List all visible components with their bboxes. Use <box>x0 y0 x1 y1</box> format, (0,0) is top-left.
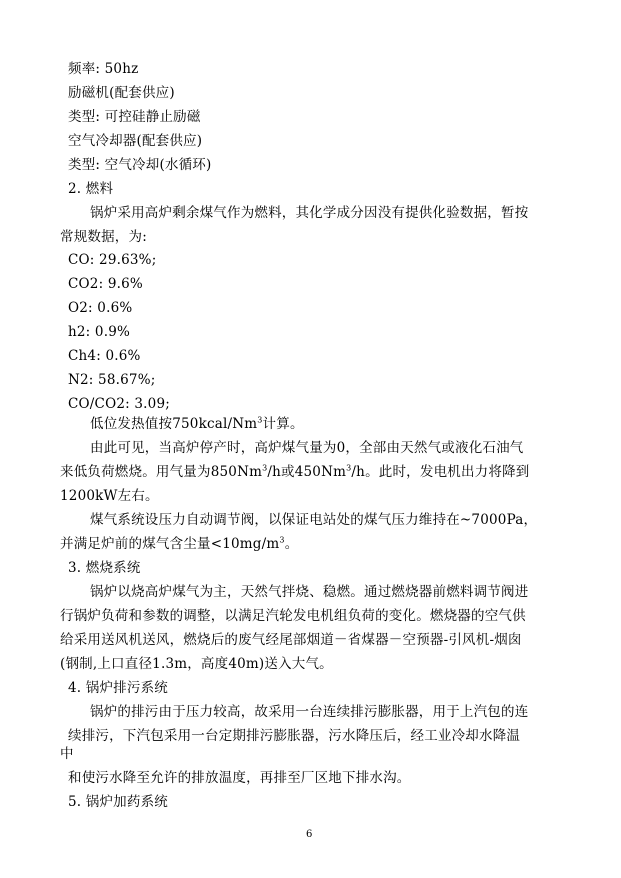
section-heading-dosing: 5. 锅炉加药系统 <box>68 794 168 810</box>
fuel-paragraph-3-line-2 <box>60 535 298 553</box>
blowdown-line-4: 和使污水降至允许的排放温度，再排至厂区地下排水沟。 <box>68 770 411 786</box>
spec-cooler: 空气冷却器(配套供应) <box>68 133 203 149</box>
fuel-p3-l2-b: 。 <box>284 536 299 552</box>
combustion-line-1: 锅炉以烧高炉煤气为主，天然气拌烧、稳燃。通过燃烧器前燃料调节阀进 <box>90 584 529 600</box>
spec-exciter-type: 类型: 可控硅静止励磁 <box>68 109 201 125</box>
spec-cooler-type: 类型: 空气冷却(水循环) <box>68 157 212 173</box>
fuel-paragraph-2-line-3: 1200kW左右。 <box>60 488 159 504</box>
combustion-line-2: 行锅炉负荷和参数的调整，以满足汽轮发电机组负荷的变化。燃烧器的空气供 <box>60 608 526 624</box>
fuel-paragraph-3-line-1: 煤气系统设压力自动调节阀，以保证电站处的煤气压力维持在~7000Pa， <box>90 512 538 528</box>
combustion-line-3: 给采用送风机送风，燃烧后的废气经尾部烟道－省煤器－空预器-引风机-烟囱 <box>60 632 522 648</box>
fuel-p2-l2-sup2: 3 <box>346 463 352 473</box>
blowdown-line-3: 中 <box>60 746 74 762</box>
fuel-p2-l2-sup1: 3 <box>262 463 268 473</box>
fuel-p3-l2-sup: 3 <box>279 535 285 545</box>
fuel-intro-line-1: 锅炉采用高炉剩余煤气作为燃料，其化学成分因没有提供化验数据，暂按 <box>90 205 529 221</box>
fuel-component: h2: 0.9% <box>68 324 131 340</box>
fuel-paragraph-2-line-1: 由此可见，当高炉停产时，高炉煤气量为0，全部由天然气或液化石油气 <box>90 440 524 456</box>
section-heading-fuel: 2. 燃料 <box>68 181 114 197</box>
fuel-component: O2: 0.6% <box>68 300 133 316</box>
fuel-component: CO: 29.63%; <box>68 252 157 268</box>
section-heading-combustion: 3. 燃烧系统 <box>68 560 141 576</box>
fuel-component: CO2: 9.6% <box>68 276 143 292</box>
spec-exciter: 励磁机(配套供应) <box>68 85 175 101</box>
page-number: 6 <box>306 829 313 840</box>
fuel-p3-l2-a: 并满足炉前的煤气含尘量<10mg/m <box>60 536 280 552</box>
fuel-p2-l2-c: /h。此时，发电机出力将降到 <box>351 464 530 480</box>
section-heading-blowdown: 4. 锅炉排污系统 <box>68 680 168 696</box>
fuel-component: Ch4: 0.6% <box>68 348 141 364</box>
fuel-lhv <box>90 415 304 433</box>
blowdown-line-2: 续排污，下汽包采用一台定期排污膨胀器，污水降压后，经工业冷却水降温 <box>68 728 521 744</box>
fuel-paragraph-2-line-2 <box>60 463 529 481</box>
fuel-p2-l2-a: 来低负荷燃烧。用气量为850Nm <box>60 464 263 480</box>
blowdown-line-1: 锅炉的排污由于压力较高，故采用一台连续排污膨胀器，用于上汽包的连 <box>90 704 529 720</box>
fuel-intro-line-2: 常规数据，为: <box>60 229 147 245</box>
fuel-lhv-suffix: 计算。 <box>262 416 304 432</box>
spec-frequency: 频率: 50hz <box>68 61 139 77</box>
fuel-lhv-sup: 3 <box>257 415 263 425</box>
fuel-component: N2: 58.67%; <box>68 372 156 388</box>
fuel-p2-l2-b: /h或450Nm <box>267 464 347 480</box>
fuel-component: CO/CO2: 3.09; <box>68 396 170 412</box>
fuel-lhv-text: 低位发热值按750kcal/Nm <box>90 416 258 432</box>
combustion-line-4: (钢制,上口直径1.3m，高度40m)送入大气。 <box>60 656 333 672</box>
